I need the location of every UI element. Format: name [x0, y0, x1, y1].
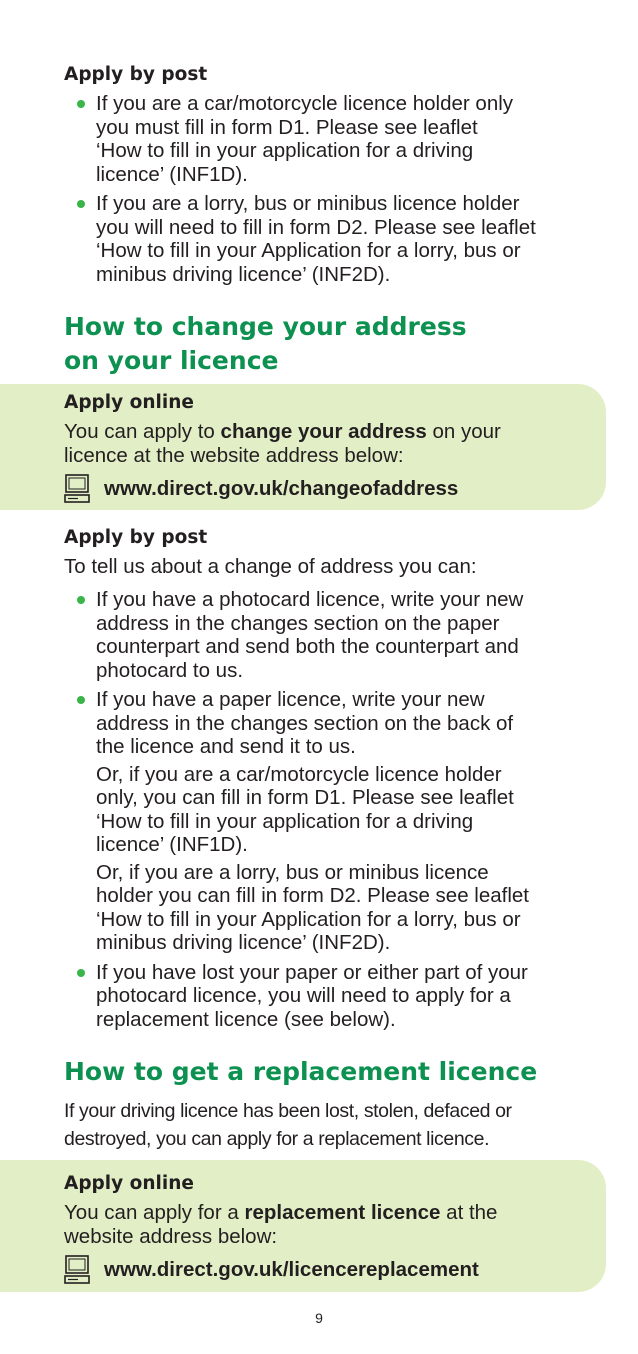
computer-icon: [64, 474, 90, 504]
replacement-intro: If your driving licence has been lost, stolen, defaced or destroyed, you can apply for a replacement licence.: [64, 1100, 512, 1150]
list-item: If you are a car/motorcycle licence holder only you must fill in form D1. Please see leaflet ‘How to fill in your application for a driving licence’ (INF1D).: [64, 92, 584, 186]
bullet-icon: [77, 200, 85, 208]
bullet-icon: [77, 969, 85, 977]
bullet-sub-paragraph: Or, if you are a car/motorcycle licence holder only, you can fill in form D1. Please see leaflet ‘How to fill in your application for a driving licence’ (INF1D).: [96, 762, 514, 856]
apply-online-text: You can apply to change your address on your licence at the website address below:: [64, 420, 501, 467]
list-item: If you have lost your paper or either part of your photocard licence, you will need to apply for a replacement licence (see below).: [64, 961, 584, 1032]
post-bullet-list: [64, 92, 584, 292]
bullet-icon: [77, 696, 85, 704]
bullet-icon: [77, 100, 85, 108]
change-of-address-link[interactable]: www.direct.gov.uk/changeofaddress: [64, 474, 458, 504]
apply-online-heading: Apply online: [64, 392, 194, 413]
computer-icon: [64, 1255, 90, 1285]
apply-by-post-heading: Apply by post: [64, 64, 208, 85]
licence-replacement-link[interactable]: www.direct.gov.uk/licencereplacement: [64, 1255, 479, 1285]
list-item: If you have a photocard licence, write your new address in the changes section on the paper counterpart and send both the counterpart and photocard to us.: [64, 588, 584, 682]
apply-online-heading-2: Apply online: [64, 1173, 194, 1194]
apply-by-post-heading-2: Apply by post: [64, 527, 208, 548]
bullet-sub-paragraph: Or, if you are a lorry, bus or minibus licence holder you can fill in form D2. Please see leaflet ‘How to fill in your Application for a lorry, bus or minibus driving licence’ (INF2D).: [96, 860, 530, 954]
list-item: If you are a lorry, bus or minibus licence holder you will need to fill in form D2. Please see leaflet ‘How to fill in your Application for a lorry, bus or minibus driving licence’ (INF2D).: [64, 192, 584, 286]
page-number: 9: [315, 1310, 323, 1326]
bullet-icon: [77, 596, 85, 604]
replacement-licence-title: How to get a replacement licence: [64, 1057, 538, 1086]
change-address-intro: To tell us about a change of address you can:: [64, 555, 477, 578]
replacement-online-text: You can apply for a replacement licence at the website address below:: [64, 1201, 498, 1248]
change-address-title: How to change your address on your licence: [64, 312, 467, 375]
change-address-bullet-list: [64, 588, 584, 1037]
list-item: If you have a paper licence, write your new address in the changes section on the back of the licence and send it to us. Or, if you are a car/motorcycle licence holder only, you can fill in form D1. Please see leaflet ‘How to fill in your application for a driving licence’ (INF1D). Or, if you are a lorry, bus or minibus licence holder you can fill in form D2. Please see leaflet ‘How to fill in your Application for a lorry, bus or minibus driving licence’ (INF2D).: [64, 688, 584, 955]
